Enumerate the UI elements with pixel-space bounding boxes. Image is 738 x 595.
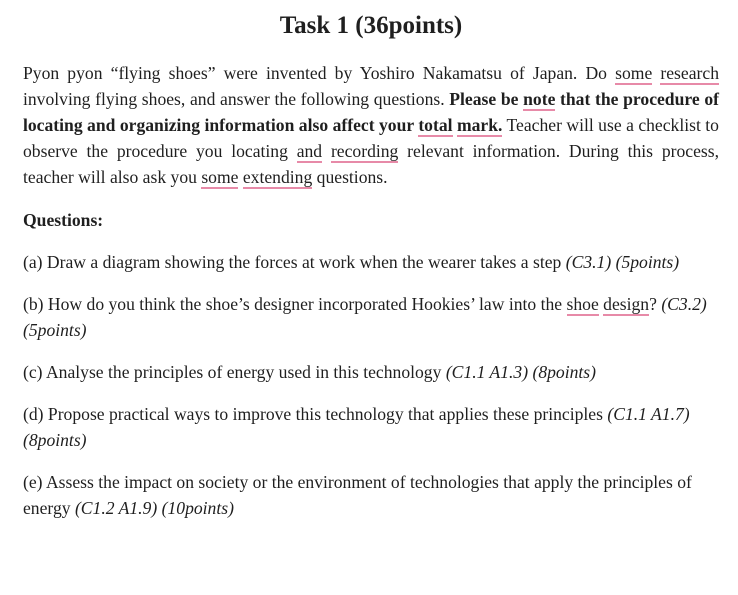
spellcheck-underline: and (296, 141, 323, 161)
spellcheck-underline: shoe (566, 294, 599, 314)
bold-text: Please be (449, 89, 524, 109)
intro-space (322, 141, 331, 161)
question-text: (e) Assess the impact on society or the environment of technologies that apply the principles of energy (23, 472, 692, 518)
spellcheck-underline: extending (242, 167, 313, 187)
intro-text: relevant information. During this process, teacher will also ask you (23, 141, 719, 187)
question-text: (a) Draw a diagram showing the forces at work when the wearer takes a step (23, 252, 566, 272)
questions-heading: Questions: (23, 210, 104, 230)
intro-text: Pyon pyon “flying shoes” were invented by Yoshiro Nakamatsu of Japan. Do (23, 63, 616, 83)
question-text: ? (649, 294, 662, 314)
task-title: Task 1 (36points) (279, 12, 463, 39)
question-d (23, 401, 719, 453)
question-ref: (C1.1 A1.7) (8points) (23, 404, 690, 450)
spellcheck-underline: mark. (456, 115, 503, 135)
spellcheck-underline: note (523, 89, 556, 109)
spellcheck-underline: design (603, 294, 650, 314)
question-text: (d) Propose practical ways to improve this technology that applies these principles (23, 404, 608, 424)
bold-text: that the procedure of locating and organizing information also affect your (23, 89, 719, 135)
intro-text: questions. (312, 167, 388, 187)
question-ref: (C3.2) (5points) (23, 294, 707, 340)
question-a (23, 249, 719, 275)
question-e (23, 469, 719, 521)
spellcheck-underline: total (418, 115, 453, 135)
question-text: (c) Analyse the principles of energy used in this technology (23, 362, 446, 382)
spellcheck-underline: recording (330, 141, 399, 161)
question-ref: (C1.2 A1.9) (10points) (74, 498, 234, 518)
question-text: (b) How do you think the shoe’s designer incorporated Hookies’ law into the (23, 294, 567, 314)
question-b (23, 291, 719, 343)
spellcheck-underline: some (615, 63, 653, 83)
spellcheck-underline: some (201, 167, 239, 187)
intro-text: involving flying shoes, and answer the following questions. (23, 89, 450, 109)
spellcheck-underline: research (660, 63, 719, 83)
question-ref: (C3.1) (5points) (565, 252, 680, 272)
question-ref: (C1.1 A1.3) (8points) (445, 362, 597, 382)
question-c (23, 359, 719, 385)
intro-text: Teacher will use a checklist to observe the procedure you locating (23, 115, 719, 161)
intro-paragraph (23, 60, 719, 190)
